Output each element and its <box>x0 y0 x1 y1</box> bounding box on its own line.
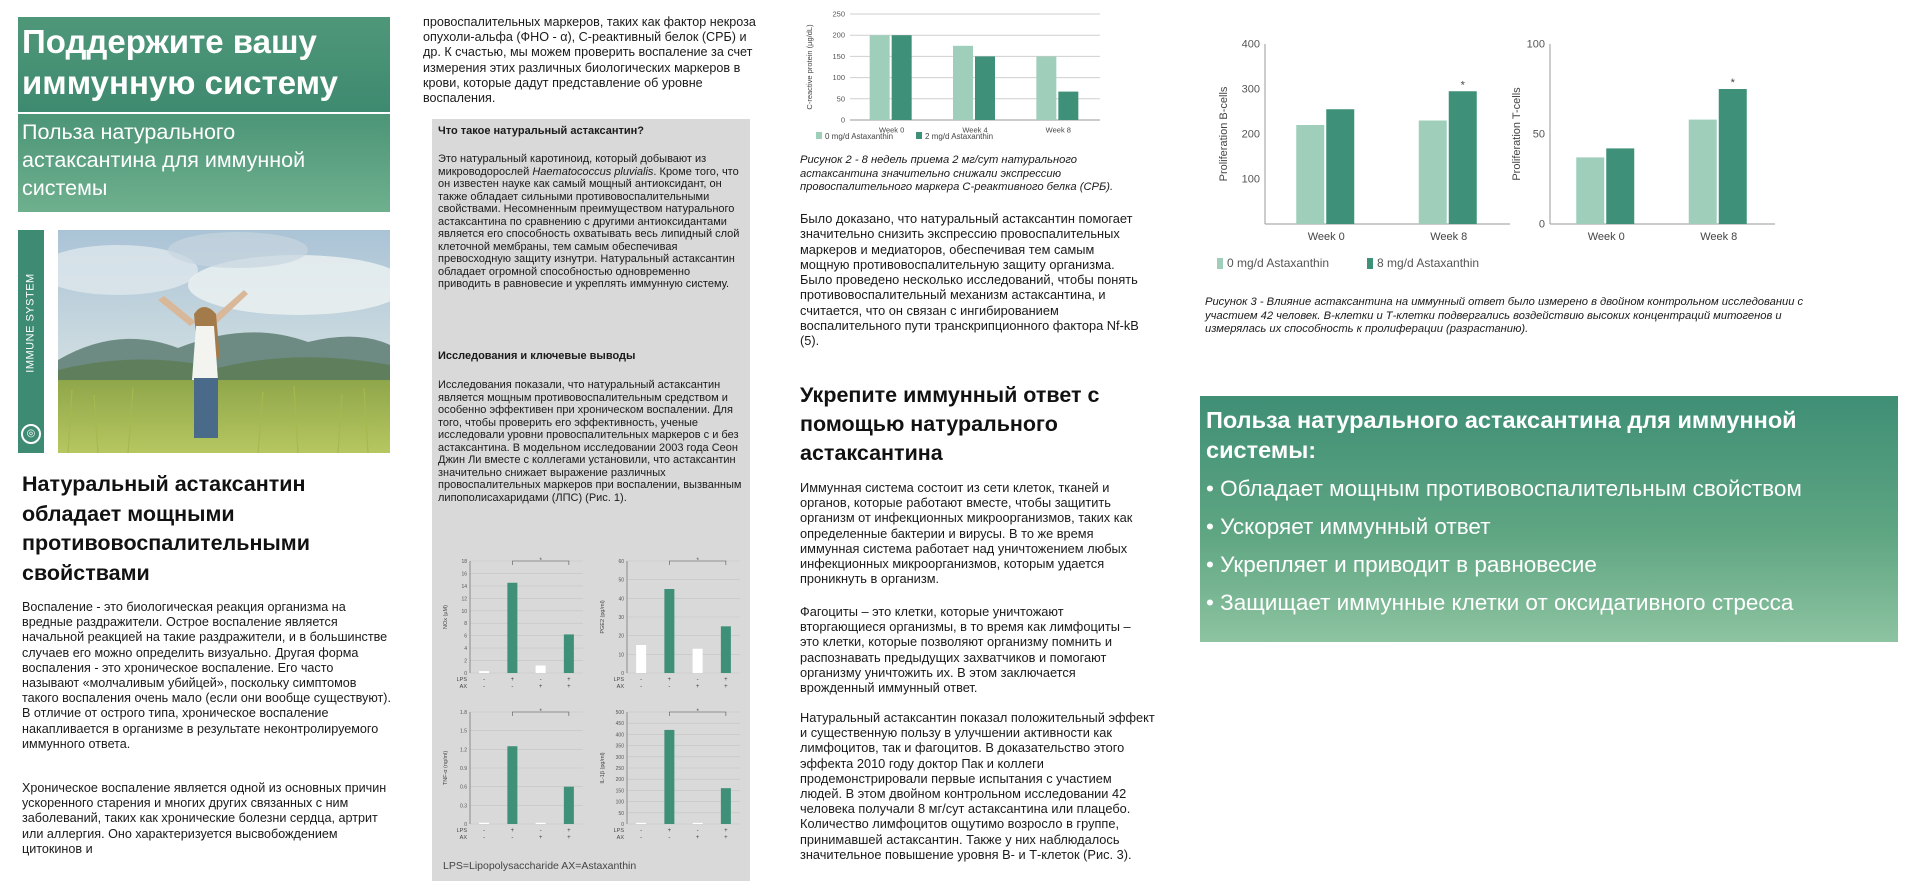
species-name: Haematococcus pluvialis <box>532 165 654 178</box>
bar <box>1449 91 1477 224</box>
y-tick-label: 50 <box>1532 128 1545 141</box>
x-tick-label: Week 8 <box>1700 231 1738 243</box>
col1-heading: Натуральный астаксантин обладает мощными противовоспалительными свойствами <box>22 472 310 585</box>
info-p1-a: Это натуральный каротиноид, который добывают из микроводорослей <box>438 153 707 178</box>
significance-star: * <box>696 709 699 715</box>
lps-sign: - <box>640 828 643 834</box>
bar <box>693 823 703 824</box>
bar <box>479 823 489 824</box>
y-tick-label: 8 <box>464 621 467 628</box>
ax-sign: + <box>567 684 571 690</box>
bar <box>1689 120 1717 224</box>
lps-row-label: LPS <box>456 677 467 683</box>
col3-paragraph-4: Натуральный астаксантин показал положительный эффект и существенную пользу в улучшении активности как лимфоцитов, так и фагоцитов. В доказательство этого эффекта 2010 году доктор Пак и коллеги продемонстрировали первые испытания с участием людей. В этом двойном контрольном исследовании 42 человека получали 8 мг/сут астаксантина или плацебо. Количество лимфоцитов ощутимо возросло в группе, принимавшей астаксантин. Также у них наблюдалось значительное повышение уровня В- и Т-клеток (Рис. 3). <box>800 710 1155 862</box>
benefit-item: • Ускоряет иммунный ответ <box>1206 508 1886 546</box>
col3-paragraph-2: Иммунная система состоит из сети клеток, тканей и органов, которые работают вместе, чтобы защитить организм от инфекционных микроорганизмов, таких как определенные бактерии и вирусы. В то же время иммунная система работает над уничтожением любых инфекционных микроорганизмов, которым удается проникнуть в организм. <box>800 480 1133 587</box>
x-tick-label: Week 0 <box>879 125 905 135</box>
y-tick-label: 0 <box>621 822 624 828</box>
y-tick-label: 450 <box>615 721 624 728</box>
page-subtitle: Польза натурального астаксантина для иммунной системы <box>22 120 306 200</box>
lps-row-label: LPS <box>613 828 624 834</box>
ax-sign: - <box>511 835 514 841</box>
y-tick-label: 4 <box>464 646 467 653</box>
significance-star: * <box>539 558 542 564</box>
figure-3-caption: Рисунок 3 - Влияние астаксантина на иммунный ответ было измерено в двойном контрольном исследовании с участием 42 человек. В-клетки и Т-клетки подвергались воздействию высоких концентраций митогенов и измерялась их способность к пролиферации (разрастанию). <box>1205 296 1804 335</box>
col3-heading: Укрепите иммунный ответ с помощью натурального астаксантина <box>800 383 1100 465</box>
y-tick-label: 1.8 <box>460 710 467 716</box>
lps-sign: + <box>724 677 728 683</box>
y-tick-label: 100 <box>615 799 624 806</box>
legend-label: 8 mg/d Astaxanthin <box>1377 256 1480 270</box>
y-tick-label: 400 <box>615 732 624 739</box>
bar <box>1058 92 1078 120</box>
bar <box>1719 89 1747 224</box>
benefits-title: Польза натурального астаксантина для иммунной системы: <box>1206 407 1797 463</box>
bar <box>892 35 912 120</box>
significance-star: * <box>696 558 699 564</box>
y-tick-label: 350 <box>615 743 624 750</box>
y-tick-label: 50 <box>836 94 845 104</box>
y-tick-label: 250 <box>615 766 624 772</box>
lps-sign: - <box>539 828 542 834</box>
y-tick-label: 250 <box>832 9 845 19</box>
benefits-list <box>1206 470 1886 622</box>
y-axis-label: PGE2 (pg/ml) <box>600 600 606 634</box>
y-axis-label: TNF-α (ng/ml) <box>443 750 449 786</box>
figure-3 <box>1215 30 1775 275</box>
lps-sign: - <box>483 677 486 683</box>
y-tick-label: 150 <box>615 788 624 795</box>
bar <box>870 35 890 120</box>
y-tick-label: 10 <box>461 608 467 615</box>
y-tick-label: 500 <box>615 710 624 716</box>
info-heading-2: Исследования и ключевые выводы <box>438 350 636 362</box>
ax-row-label: AX <box>616 684 624 690</box>
y-tick-label: 30 <box>618 615 624 621</box>
benefit-item: • Защищает иммунные клетки от оксидативного стресса <box>1206 584 1886 622</box>
y-tick-label: 300 <box>615 754 624 761</box>
ax-row-label: AX <box>459 835 467 841</box>
y-axis-label: C-reactive protein (µg/dL) <box>805 24 814 110</box>
benefit-item: • Укрепляет и приводит в равновесие <box>1206 546 1886 584</box>
legend-label: 0 mg/d Astaxanthin <box>1227 256 1330 270</box>
ax-sign: + <box>695 835 700 841</box>
col3-paragraph-3: Фагоциты – это клетки, которые уничтожают вторгающиеся организмы, в то время как лимфоциты – это клетки, которые позволяют организму помнить и распознавать предыдущих захватчиков и помогают организму уничтожить их. В этом заключается врожденный иммунный ответ. <box>800 604 1131 696</box>
col1-paragraph-2: Хроническое воспаление является одной из основных причин ускоренного старения и многих других связанных с ним заболеваний, таких как хронические болезни сердца, артрит или аллергия. Оно характеризуется высвобождением цитокинов и <box>22 781 387 856</box>
x-tick-label: Week 0 <box>1587 231 1625 243</box>
legend-label: 0 mg/d Astaxanthin <box>825 132 894 141</box>
y-axis-label: Proliferation B-cells <box>1218 86 1230 182</box>
bar <box>721 788 731 824</box>
y-tick-label: 400 <box>1241 38 1260 51</box>
y-tick-label: 6 <box>464 633 467 640</box>
y-tick-label: 20 <box>618 633 624 640</box>
figure-1c <box>438 706 588 851</box>
bar <box>536 666 546 673</box>
ax-sign: - <box>483 835 486 841</box>
y-tick-label: 0.3 <box>460 803 467 810</box>
y-tick-label: 0 <box>464 671 467 677</box>
info-paragraph-2: Исследования показали, что натуральный астаксантин является мощным противовоспалительным средством и особенно эффективен при хроническом воспалении. Для того, чтобы проверить его эффективность, ученые исследовали уровни провоспалительных маркеров с и без астаксантина. В модельном исследовании 2003 года Сеон Джин Ли вместе с коллегами установили, что астаксантин значительно снижает выражение различных провоспалительных маркеров при воспалении, вызванным липополисахаридами (ЛПС) (Рис. 1). <box>438 379 742 504</box>
legend-swatch <box>1217 258 1223 269</box>
ax-sign: + <box>567 835 571 841</box>
ax-sign: + <box>724 684 728 690</box>
y-tick-label: 14 <box>461 583 467 590</box>
ax-sign: + <box>538 835 543 841</box>
ax-sign: + <box>538 684 543 690</box>
x-tick-label: Week 4 <box>962 125 988 135</box>
bar <box>953 46 973 120</box>
bar <box>1419 121 1447 225</box>
col3-paragraph-1: Было доказано, что натуральный астаксантин помогает значительно снизить экспрессию провоспалительных маркеров и медиаторов, обеспечивая тем самым мощную противовоспалительную защиту организма. Было проведено несколько исследований, чтобы понять противовоспалительный механизм астаксантина, и считается, что он связан с ингибированием воспалительного пути транскрипционного фактора Nf-kB (5). <box>800 211 1139 349</box>
lps-sign: - <box>539 677 542 683</box>
ax-sign: - <box>483 684 486 690</box>
bar <box>507 583 517 673</box>
ax-sign: - <box>640 835 643 841</box>
ax-sign: + <box>695 684 700 690</box>
lps-sign: + <box>567 677 571 683</box>
y-tick-label: 12 <box>461 596 467 603</box>
y-tick-label: 0.6 <box>460 784 467 791</box>
bar <box>636 823 646 824</box>
bar <box>664 730 674 824</box>
legend-swatch <box>816 132 822 139</box>
figure-3-panel-t-cells <box>1511 39 1775 243</box>
bar <box>664 589 674 673</box>
y-tick-label: 300 <box>1241 83 1260 96</box>
y-tick-label: 150 <box>832 51 845 61</box>
bar <box>975 56 995 120</box>
y-axis-label: NOx (µM) <box>443 605 449 629</box>
lps-sign: - <box>696 677 699 683</box>
bar <box>1326 109 1354 224</box>
y-tick-label: 0 <box>1538 218 1545 231</box>
ax-sign: - <box>511 684 514 690</box>
x-tick-label: Week 8 <box>1430 231 1468 243</box>
y-tick-label: 0.9 <box>460 766 467 772</box>
bar <box>479 671 489 673</box>
significance-star: * <box>1460 79 1465 92</box>
y-tick-label: 200 <box>1241 128 1260 141</box>
figure-2 <box>800 8 1100 143</box>
info-p1-b: . Кроме того, что он известен науке как самый мощный антиоксидант, он также обладает сильными противовоспалительными свойствами. Несомненным преимуществом натурального астаксантина по сравнению с другими антиоксидантами является его способность охватывать весь липидный слой клеточной мембраны, тем самым обеспечивая превосходную защиту изнутри. Натуральный астаксантин обладает огромной способностью одновременно приводить в равновесие и укреплять иммунную систему. <box>438 165 740 290</box>
bar <box>536 823 546 824</box>
y-tick-label: 200 <box>832 30 845 40</box>
legend-swatch <box>916 132 922 139</box>
info-heading-1: Что такое натуральный астаксантин? <box>438 125 644 137</box>
info-paragraph-1 <box>438 153 743 291</box>
side-band-label-wrap <box>18 230 44 415</box>
y-tick-label: 0 <box>840 115 845 125</box>
bar <box>693 649 703 673</box>
x-tick-label: Week 8 <box>1045 125 1071 135</box>
ax-sign: - <box>668 835 671 841</box>
ax-sign: - <box>640 684 643 690</box>
x-tick-label: Week 0 <box>1307 231 1345 243</box>
col2-top-paragraph: провоспалительных маркеров, таких как фактор некроза опухоли-альфа (ФНО - α), С-реактивный белок (СРБ) и др. К счастью, мы можем проверить воспаление за счет измерения этих различных биологических маркеров в крови, которые дадут представление об уровне воспаления. <box>423 15 756 106</box>
significance-star: * <box>539 709 542 715</box>
y-tick-label: 10 <box>618 652 624 659</box>
bar <box>1036 56 1056 120</box>
lps-sign: - <box>640 677 643 683</box>
y-tick-label: 0 <box>464 822 467 828</box>
significance-star: * <box>1730 77 1735 89</box>
y-tick-label: 200 <box>615 777 624 784</box>
y-tick-label: 40 <box>618 596 624 603</box>
bar <box>564 787 574 824</box>
lps-sign: + <box>510 828 515 834</box>
bar <box>636 645 646 673</box>
y-tick-label: 16 <box>461 571 467 578</box>
legend-swatch <box>1367 258 1373 269</box>
col1-paragraph-1: Воспаление - это биологическая реакция организма на вредные раздражители. Острое воспаление является начальной реакцией на такие раздражители, и в большинстве случаев его можно определить визуально. Другая форма воспаления - это хроническое воспаление. Его часто называют «молчаливым убийцей», поскольку симптомов такого воспаления очень мало (если они вообще существуют). В отличие от острого типа, хроническое воспаление накапливается в организме в результате неконтролируемого иммунного ответа. <box>22 600 391 751</box>
lps-sign: - <box>696 828 699 834</box>
bar <box>1576 157 1604 224</box>
lps-row-label: LPS <box>613 677 624 683</box>
page-title: Поддержите вашу иммунную систему <box>22 23 338 101</box>
lps-sign: + <box>567 828 571 834</box>
benefit-item: • Обладает мощным противовоспалительным свойством <box>1206 470 1886 508</box>
figure-1b <box>595 555 745 700</box>
y-tick-label: 0 <box>621 671 624 677</box>
y-tick-label: 1.2 <box>460 747 467 754</box>
legend-label: 2 mg/d Astaxanthin <box>925 132 994 141</box>
lps-sign: + <box>510 677 515 683</box>
figure-1a <box>438 555 588 700</box>
bar <box>507 746 517 824</box>
ax-row-label: AX <box>616 835 624 841</box>
figure-1-footnote: LPS=Lipopolysaccharide AX=Astaxanthin <box>443 860 637 872</box>
y-tick-label: 100 <box>1526 38 1545 51</box>
bar <box>1296 125 1324 224</box>
figure-2-caption: Рисунок 2 - 8 недель приема 2 мг/сут натурального астаксантина значительно снижали экспрессию провоспалительного маркера С-реактивного белка (СРБ). <box>800 154 1114 193</box>
side-band-label: IMMUNE SYSTEM <box>25 272 37 373</box>
y-tick-label: 1.5 <box>460 728 467 735</box>
hero-photo <box>58 230 390 453</box>
target-icon: ◎ <box>21 424 41 444</box>
lps-sign: - <box>483 828 486 834</box>
y-tick-label: 50 <box>618 810 624 817</box>
y-tick-label: 100 <box>832 73 845 83</box>
figure-1d <box>595 706 745 851</box>
lps-sign: + <box>667 677 672 683</box>
y-tick-label: 100 <box>1241 173 1260 186</box>
ax-sign: + <box>724 835 728 841</box>
y-axis-label: Proliferation T-cells <box>1511 87 1523 181</box>
lps-row-label: LPS <box>456 828 467 834</box>
y-tick-label: 50 <box>618 577 624 584</box>
y-tick-label: 18 <box>461 559 467 565</box>
bar <box>1606 148 1634 224</box>
ax-sign: - <box>668 684 671 690</box>
y-tick-label: 60 <box>618 559 624 565</box>
bar <box>721 626 731 673</box>
lps-sign: + <box>667 828 672 834</box>
y-axis-label: IL-1β (pg/ml) <box>600 752 606 784</box>
lps-sign: + <box>724 828 728 834</box>
ax-row-label: AX <box>459 684 467 690</box>
bar <box>564 634 574 673</box>
y-tick-label: 2 <box>464 658 467 665</box>
